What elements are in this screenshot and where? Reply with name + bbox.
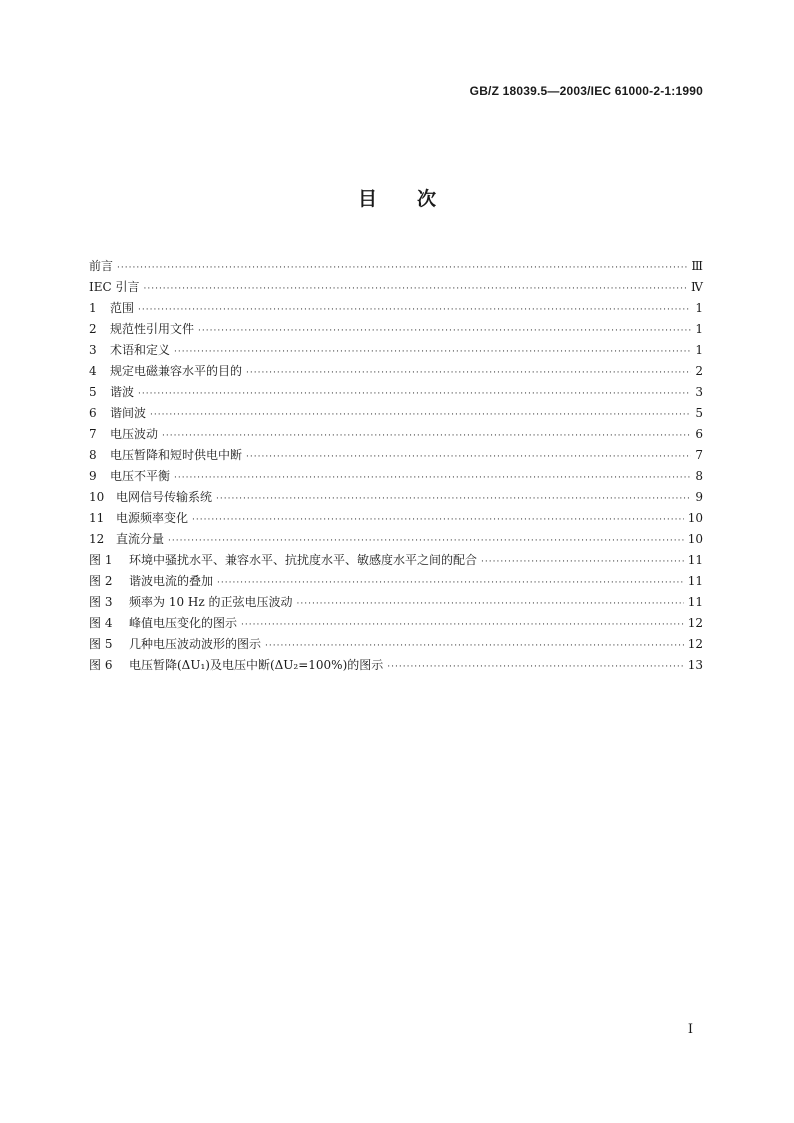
toc-entry[interactable] xyxy=(89,487,703,508)
toc-entry-page: 13 xyxy=(687,658,703,672)
toc-entry-number: 9 xyxy=(89,469,97,483)
toc-entry-page: 11 xyxy=(687,553,703,567)
toc-entry-label: 谐波电流的叠加 xyxy=(129,574,214,588)
toc-entry-label: 几种电压波动波形的图示 xyxy=(129,637,262,651)
toc-entry-page: 11 xyxy=(687,574,703,588)
toc-entry[interactable] xyxy=(89,508,703,529)
toc-entry-page: 12 xyxy=(687,616,703,630)
toc-entry-number: 1 xyxy=(89,301,97,315)
toc-entry[interactable] xyxy=(89,550,703,571)
page-number: I xyxy=(687,1022,693,1037)
title-char-1: 目 xyxy=(357,188,377,210)
toc-entry-label: 电压暂降(ΔU₁)及电压中断(ΔU₂=100%)的图示 xyxy=(129,658,384,672)
toc-entry-page: 1 xyxy=(695,301,703,315)
toc-entry-number: 2 xyxy=(89,322,97,336)
toc-entry-label: 规定电磁兼容水平的目的 xyxy=(110,364,243,378)
page-title xyxy=(0,184,794,211)
toc-entry-label: 谐间波 xyxy=(110,406,147,420)
toc-entry-number: 3 xyxy=(89,343,97,357)
toc-entry[interactable] xyxy=(89,424,703,445)
toc-entry-number: 6 xyxy=(89,406,97,420)
leader-dots xyxy=(192,510,684,531)
leader-dots xyxy=(117,258,687,279)
toc-entry[interactable] xyxy=(89,613,703,634)
toc-entry-label: 前言 xyxy=(89,259,114,273)
toc-entry-page: 5 xyxy=(695,406,703,420)
leader-dots xyxy=(144,279,688,300)
toc-entry-page: 11 xyxy=(687,595,703,609)
toc-entry-page: 2 xyxy=(695,364,703,378)
toc-entry-number: 图 6 xyxy=(89,658,113,672)
toc-entry-number: 8 xyxy=(89,448,97,462)
toc-entry-page: 10 xyxy=(687,511,703,525)
toc-entry-label: 直流分量 xyxy=(116,532,165,546)
toc-entry-number: 10 xyxy=(89,490,105,504)
title-char-2: 次 xyxy=(417,188,437,210)
leader-dots xyxy=(168,531,684,552)
toc-entry-label: 电压暂降和短时供电中断 xyxy=(110,448,243,462)
toc-entry-label: 电源频率变化 xyxy=(116,511,189,525)
toc-entry-label: 电网信号传输系统 xyxy=(116,490,213,504)
toc-entry-page: Ⅳ xyxy=(691,280,703,294)
leader-dots xyxy=(138,384,691,405)
toc-entry[interactable] xyxy=(89,634,703,655)
leader-dots xyxy=(297,594,684,615)
leader-dots xyxy=(174,468,691,489)
leader-dots xyxy=(481,552,684,573)
leader-dots xyxy=(246,363,691,384)
toc-entry-number: 7 xyxy=(89,427,97,441)
toc-entry-label: 谐波 xyxy=(110,385,135,399)
toc-entry-label: 频率为 10 Hz 的正弦电压波动 xyxy=(129,595,293,609)
toc-entry-number: 图 1 xyxy=(89,553,113,567)
leader-dots xyxy=(246,447,691,468)
toc-entry[interactable] xyxy=(89,655,703,676)
toc-entry-page: 7 xyxy=(695,448,703,462)
toc-entry-number: 4 xyxy=(89,364,97,378)
toc-entry[interactable] xyxy=(89,445,703,466)
toc-entry-number: 12 xyxy=(89,532,105,546)
toc-entry-page: 12 xyxy=(687,637,703,651)
toc-entry[interactable] xyxy=(89,340,703,361)
toc-entry[interactable] xyxy=(89,319,703,340)
toc-entry[interactable] xyxy=(89,361,703,382)
toc-entry[interactable] xyxy=(89,403,703,424)
toc-entry-number: 图 4 xyxy=(89,616,113,630)
standard-number-header: GB/Z 18039.5—2003/IEC 61000-2-1:1990 xyxy=(469,84,703,98)
toc-entry-page: 9 xyxy=(695,490,703,504)
toc-entry-page: 8 xyxy=(695,469,703,483)
leader-dots xyxy=(162,426,691,447)
leader-dots xyxy=(174,342,691,363)
leader-dots xyxy=(217,573,684,594)
toc-entry[interactable] xyxy=(89,529,703,550)
toc-entry[interactable] xyxy=(89,277,703,298)
toc-entry-number: 图 3 xyxy=(89,595,113,609)
toc-entry-label: 电压不平衡 xyxy=(110,469,171,483)
toc-entry-page: 1 xyxy=(695,343,703,357)
leader-dots xyxy=(138,300,691,321)
leader-dots xyxy=(241,615,684,636)
leader-dots xyxy=(265,636,684,657)
toc-entry[interactable] xyxy=(89,256,703,277)
toc-entry-number: 图 5 xyxy=(89,637,113,651)
toc-entry-number: 5 xyxy=(89,385,97,399)
toc-entry-number: 图 2 xyxy=(89,574,113,588)
table-of-contents xyxy=(89,256,703,676)
leader-dots xyxy=(216,489,691,510)
toc-entry[interactable] xyxy=(89,382,703,403)
toc-entry-number: 11 xyxy=(89,511,105,525)
toc-entry-label: 电压波动 xyxy=(110,427,159,441)
toc-entry-label: 术语和定义 xyxy=(110,343,171,357)
leader-dots xyxy=(387,657,683,678)
toc-entry-page: 6 xyxy=(695,427,703,441)
leader-dots xyxy=(150,405,691,426)
toc-entry[interactable] xyxy=(89,466,703,487)
toc-entry-page: 10 xyxy=(687,532,703,546)
toc-entry[interactable] xyxy=(89,298,703,319)
toc-entry[interactable] xyxy=(89,571,703,592)
leader-dots xyxy=(198,321,691,342)
toc-entry-label: 范围 xyxy=(110,301,135,315)
toc-entry[interactable] xyxy=(89,592,703,613)
toc-entry-label: IEC 引言 xyxy=(89,280,140,294)
toc-entry-page: 1 xyxy=(695,322,703,336)
toc-entry-label: 峰值电压变化的图示 xyxy=(129,616,238,630)
toc-entry-label: 规范性引用文件 xyxy=(110,322,195,336)
toc-entry-page: 3 xyxy=(695,385,703,399)
toc-entry-page: Ⅲ xyxy=(691,259,703,273)
toc-entry-label: 环境中骚扰水平、兼容水平、抗扰度水平、敏感度水平之间的配合 xyxy=(129,553,478,567)
